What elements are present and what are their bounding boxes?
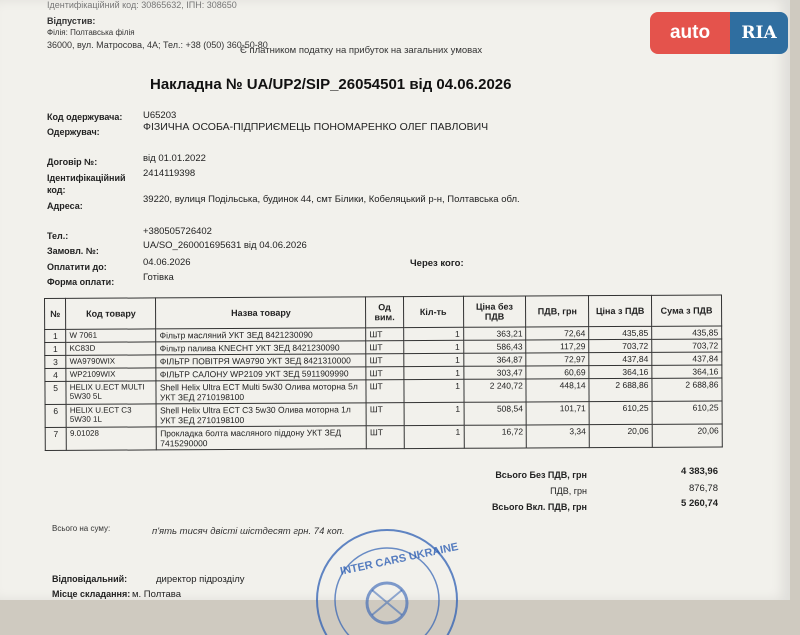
invoice-title: Накладна № UA/UP2/SIP_26054501 від 04.06.2026 — [150, 76, 512, 93]
item-price-vat: 437,84 — [589, 352, 652, 365]
receiver-label: Одержувач: — [47, 127, 100, 137]
item-qty: 1 — [404, 379, 464, 402]
item-code: HELIX U.ECT MULTI 5W30 5L — [66, 381, 156, 404]
row-number: 5 — [45, 381, 66, 404]
row-number: 3 — [45, 355, 66, 368]
table-header-row — [45, 295, 722, 330]
col-header: Од вим. — [366, 297, 404, 328]
row-number: 7 — [45, 427, 66, 450]
item-name: Shell Helix Ultra ECT C3 5w30 Олива моторна 1л УКТ ЗЕД 2710198100 — [157, 403, 367, 427]
item-code: HELIX U.ECT C3 5W30 1L — [66, 404, 156, 427]
code-label: Код одержувача: — [47, 112, 123, 122]
item-name: Прокладка болта масляного піддону УКТ ЗЕД 7415290000 — [157, 426, 367, 450]
col-header: Ціна з ПДВ — [589, 295, 652, 326]
total-no-vat-value: 4 383,96 — [681, 466, 718, 477]
items-table — [44, 294, 723, 451]
item-unit: ШТ — [366, 426, 404, 449]
item-sum: 435,85 — [652, 326, 722, 339]
col-header: Код товару — [66, 298, 156, 329]
item-price-vat: 364,16 — [589, 365, 652, 378]
item-name: ФІЛЬТР САЛОНУ WP2109 УКТ ЗЕД 5911909990 — [156, 367, 366, 381]
item-sum: 364,16 — [652, 365, 722, 378]
col-header: Кіл-ть — [403, 296, 463, 327]
order-label: Замовл. №: — [47, 246, 99, 256]
contract-value: від 01.01.2022 — [143, 153, 206, 164]
phone-value: +380505726402 — [143, 226, 212, 237]
total-no-vat-label: Всього Без ПДВ, грн — [495, 470, 587, 480]
item-price: 508,54 — [464, 402, 527, 425]
place-label: Місце складання: — [52, 589, 131, 599]
item-sum: 703,72 — [652, 339, 722, 352]
item-price: 363,21 — [463, 327, 526, 340]
item-vat: 72,64 — [526, 327, 589, 340]
order-value: UA/SO_260001695631 від 04.06.2026 — [143, 240, 307, 251]
item-code: 9.01028 — [66, 427, 156, 450]
col-header: № — [45, 298, 66, 329]
item-vat: 117,29 — [526, 340, 589, 353]
item-name: ФІЛЬТР ПОВІТРЯ WA9790 УКТ ЗЕД 8421310000 — [156, 354, 366, 368]
total-with-vat-value: 5 260,74 — [681, 498, 718, 509]
header-ident-line: Ідентифікаційний код: 30865632, ІПН: 308650 — [47, 0, 237, 10]
item-qty: 1 — [404, 353, 464, 366]
ident-label-2: код: — [47, 185, 66, 195]
item-name: Фільтр палива KNECHT УКТ ЗЕД 8421230090 — [156, 341, 366, 355]
stamp-text: INTER CARS UKRAINE — [339, 540, 460, 578]
item-code: WA9790WIX — [66, 355, 156, 368]
item-unit: ШТ — [366, 367, 404, 380]
row-number: 1 — [45, 342, 66, 355]
col-header: ПДВ, грн — [526, 296, 589, 327]
vat-value: 876,78 — [688, 483, 718, 494]
place-value: м. Полтава — [132, 589, 182, 600]
item-sum: 20,06 — [652, 424, 722, 447]
item-price: 364,87 — [463, 353, 526, 366]
company-stamp — [312, 525, 462, 635]
item-qty: 1 — [404, 402, 464, 425]
ident-label-1: Ідентифікаційний — [47, 173, 126, 183]
phone-label: Тел.: — [47, 231, 69, 241]
item-qty: 1 — [403, 340, 463, 353]
item-code: KC83D — [66, 342, 156, 355]
item-price-vat: 610,25 — [589, 401, 652, 424]
pay-label: Оплатити до: — [47, 262, 107, 272]
row-number: 1 — [45, 329, 66, 342]
item-sum: 437,84 — [652, 352, 722, 365]
header-vidpustyv-label: Відпустив: — [47, 16, 96, 26]
item-code: W 7061 — [66, 329, 156, 342]
logo-auto-text: auto — [650, 12, 730, 54]
item-unit: ШТ — [366, 354, 404, 367]
header-address: 36000, вул. Матросова, 4А; Тел.: +38 (050) 360-50-80 — [47, 40, 268, 50]
total-with-vat-label: Всього Вкл. ПДВ, грн — [491, 502, 587, 512]
item-price: 2 240,72 — [463, 379, 526, 402]
item-unit: ШТ — [366, 341, 404, 354]
item-price-vat: 2 688,86 — [589, 378, 652, 401]
contract-label: Договір №: — [47, 157, 98, 167]
item-unit: ШТ — [366, 328, 404, 341]
row-number: 4 — [45, 368, 66, 381]
col-header: Назва товару — [156, 297, 366, 329]
item-qty: 1 — [404, 425, 464, 448]
address-label: Адреса: — [47, 201, 83, 211]
header-tax-note: Є платником податку на прибуток на загальних умовах — [240, 45, 483, 56]
vat-label: ПДВ, грн — [550, 486, 587, 496]
item-name: Shell Helix Ultra ECT Multi 5w30 Олива моторна 5л УКТ ЗЕД 2710198100 — [156, 380, 366, 404]
ident-value: 2414119398 — [143, 168, 196, 179]
item-vat: 448,14 — [526, 379, 589, 402]
form-label: Форма оплати: — [47, 277, 115, 287]
item-vat: 60,69 — [526, 366, 589, 379]
sum-words: п'ять тисяч двісті шістдесят грн. 74 коп. — [152, 526, 345, 537]
receiver-value: ФІЗИЧНА ОСОБА-ПІДПРИЄМЕЦЬ ПОНОМАРЕНКО ОЛЕГ ПАВЛОВИЧ — [143, 121, 489, 133]
through-label: Через кого: — [410, 258, 464, 269]
logo-ria-text: RIA — [730, 12, 788, 54]
responsible-value: директор підрозділу — [156, 574, 245, 585]
row-number: 6 — [45, 404, 66, 427]
item-vat: 101,71 — [526, 402, 589, 425]
address-value: 39220, вулиця Подільська, будинок 44, смт Білики, Кобеляцький р-н, Полтавська обл. — [143, 194, 520, 205]
item-qty: 1 — [404, 366, 464, 379]
code-value: U65203 — [143, 110, 177, 121]
item-code: WP2109WIX — [66, 368, 156, 381]
header-filiya: Філія: Полтавська філія — [47, 28, 135, 37]
item-unit: ШТ — [366, 380, 404, 403]
table-row — [45, 424, 722, 451]
item-qty: 1 — [403, 327, 463, 340]
item-vat: 3,34 — [527, 425, 590, 448]
item-price: 303,47 — [463, 366, 526, 379]
item-price-vat: 703,72 — [589, 339, 652, 352]
item-price-vat: 435,85 — [589, 326, 652, 339]
form-value: Готівка — [143, 272, 174, 283]
item-name: Фільтр масляний УКТ ЗЕД 8421230090 — [156, 328, 366, 342]
col-header: Сума з ПДВ — [651, 295, 721, 326]
col-header: Ціна без ПДВ — [463, 296, 526, 327]
item-price: 586,43 — [463, 340, 526, 353]
item-price-vat: 20,06 — [589, 424, 652, 447]
item-sum: 2 688,86 — [652, 378, 722, 401]
item-unit: ШТ — [366, 403, 404, 426]
responsible-label: Відповідальний: — [52, 574, 128, 584]
item-price: 16,72 — [464, 425, 527, 448]
pay-value: 04.06.2026 — [143, 257, 191, 268]
item-vat: 72,97 — [526, 353, 589, 366]
sum-words-label: Всього на суму: — [52, 524, 111, 533]
autoria-logo — [650, 12, 790, 54]
item-sum: 610,25 — [652, 401, 722, 424]
